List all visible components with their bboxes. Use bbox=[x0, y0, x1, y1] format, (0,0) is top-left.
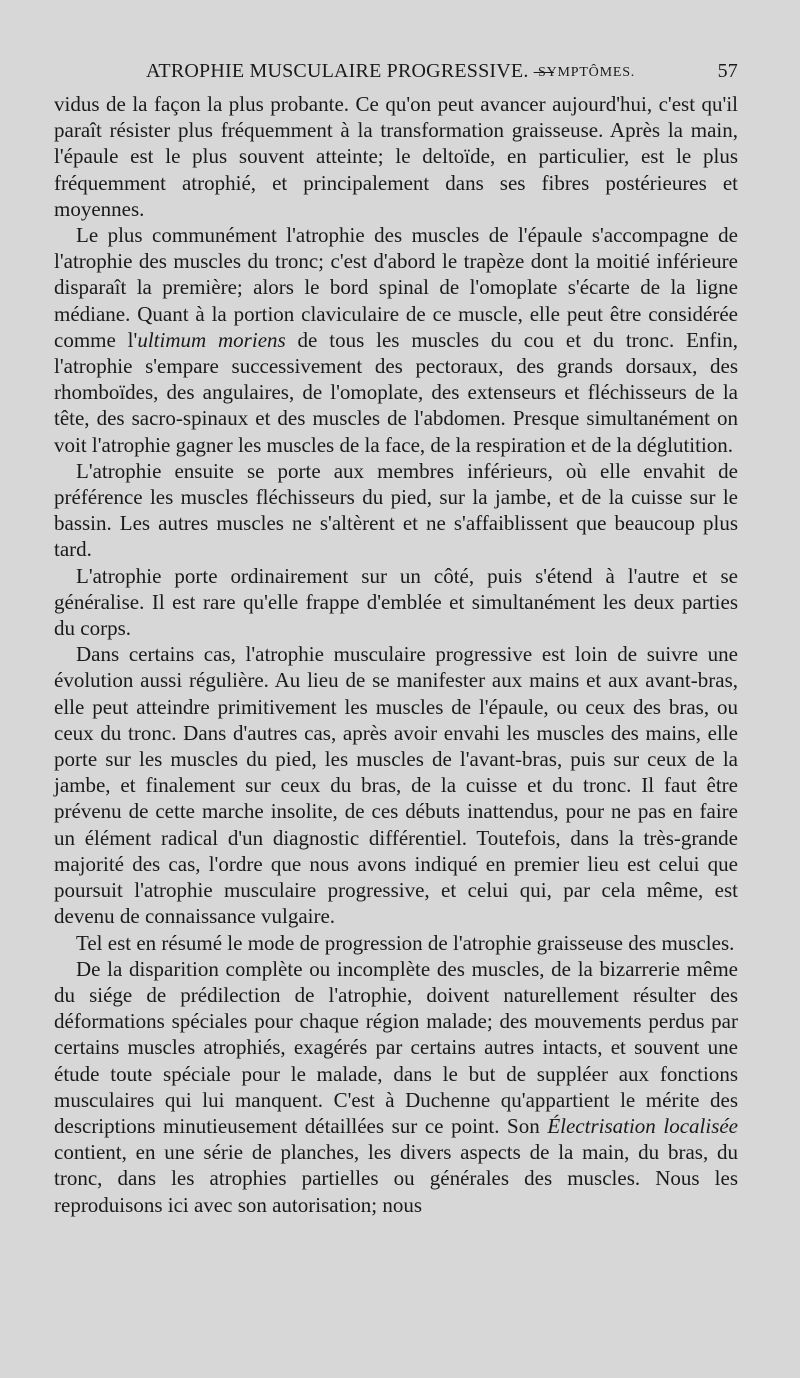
paragraph-7-italic-title: Électrisation localisée bbox=[547, 1113, 739, 1138]
paragraph-1: vidus de la façon la plus probante. Ce qu'on peut avancer aujourd'hui, c'est qu'il paraît résister plus fréquemment à la transformation graisseuse. Après la main, l'épaule est le plus souvent atteinte; le deltoïde, en particulier, est le plus fréquemment atrophié, et principalement dans ses fibres postérieures et moyennes. bbox=[54, 92, 738, 221]
paragraph-7-text-before: De la disparition complète ou incomplète des muscles, de la bizarrerie même du siége de prédilection de l'atrophie, doivent naturellement résulter des déformations spéciales pour chaque région malade; des mouvements perdus par certains muscles atrophiés, exagérés par certains autres intacts, et souvent une étude toute spéciale pour le malade, dans le but de suppléer aux fonctions musculaires qui lui manquent. C'est à Duchenne qu'appartient le mérite des descriptions minutieusement détaillées sur ce point. Son bbox=[54, 956, 738, 1138]
paragraph-5: Dans certains cas, l'atrophie musculaire progressive est loin de suivre une évolution aussi régulière. Au lieu de se manifester aux mains et aux avant-bras, elle peut atteindre primitivement les muscles de l'épaule, ou ceux des bras, ou ceux du tronc. Dans d'autres cas, après avoir envahi les muscles des mains, elle porte sur les muscles du pied, les muscles de l'avant-bras, puis sur ceux de la jambe, et finalement sur ceux du bras, de la cuisse et du tronc. Il faut être prévenu de cette marche insolite, de ces débuts inattendus, pour ne pas en faire un élément radical d'un diagnostic différentiel. Toutefois, dans la très-grande majorité des cas, l'ordre que nous avons indiqué en premier lieu est celui que poursuit l'atrophie musculaire progressive, et celui qui, par cela même, est devenu de connaissance vulgaire. bbox=[54, 642, 738, 929]
running-head-title: ATROPHIE MUSCULAIRE PROGRESSIVE. — bbox=[146, 60, 554, 82]
paragraph-6: Tel est en résumé le mode de progression de l'atrophie graisseuse des muscles. bbox=[76, 930, 735, 955]
paragraph-2 bbox=[54, 222, 738, 458]
running-head bbox=[54, 58, 738, 84]
body-text bbox=[54, 91, 738, 1218]
paragraph-2-text-before: Le plus communément l'atrophie des muscles de l'épaule s'accompagne de l'atrophie des muscles du tronc; c'est d'abord le trapèze dont la moitié inférieure disparaît la première; alors le bord spinal de l'omoplate s'écarte de la ligne médiane. Quant à la portion claviculaire de ce muscle, elle peut être considérée comme l' bbox=[54, 223, 738, 352]
paragraph-4: L'atrophie porte ordinairement sur un côté, puis s'étend à l'autre et se généralise. Il est rare qu'elle frappe d'emblée et simultanément les deux parties du corps. bbox=[54, 563, 738, 641]
paragraph-2-text-after: de tous les muscles du cou et du tronc. Enfin, l'atrophie s'empare successivement des pectoraux, des grands dorsaux, des rhomboïdes, des angulaires, de l'omoplate, des extenseurs et fléchisseurs de la tête, des sacro-spinaux et des muscles de l'abdomen. Presque simultanément on voit l'atrophie gagner les muscles de la face, de la respiration et de la déglutition. bbox=[54, 327, 739, 457]
paragraph-2-italic-term: ultimum moriens bbox=[137, 327, 286, 352]
running-head-section: SYMPTÔMES. bbox=[538, 65, 636, 80]
paragraph-7 bbox=[54, 956, 738, 1218]
page-number: 57 bbox=[717, 60, 738, 82]
paragraph-7-text-after: contient, en une série de planches, les divers aspects de la main, du bras, du tronc, dans les atrophies partielles ou générales des muscles. Nous les reproduisons ici avec son autorisation; nous bbox=[54, 1140, 738, 1217]
paragraph-3: L'atrophie ensuite se porte aux membres inférieurs, où elle envahit de préférence les muscles fléchisseurs du pied, sur la jambe, et de la cuisse sur le bassin. Les autres muscles ne s'altèrent et ne s'affaiblissent que beaucoup plus tard. bbox=[54, 458, 738, 562]
